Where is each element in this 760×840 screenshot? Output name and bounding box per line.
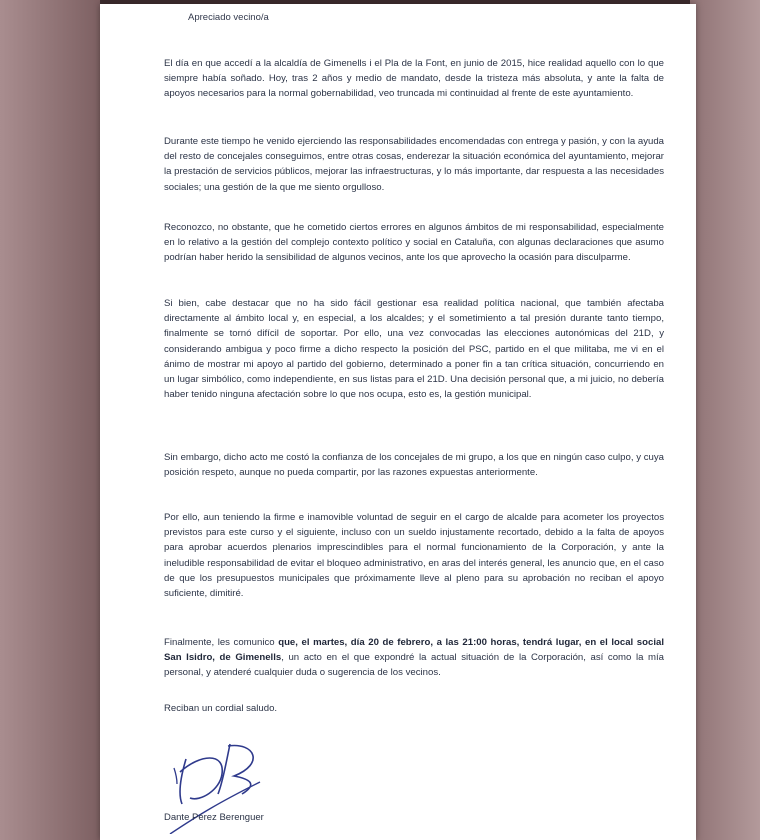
letter-greeting: Apreciado vecino/a [188, 12, 269, 23]
letter-paper [100, 4, 696, 840]
paragraph-1: El día en que accedí a la alcaldía de Gimenells i el Pla de la Font, en junio de 2015, hice realidad aquello con lo que siempre había soñado. Hoy, tras 2 años y medio de mandato, desde la tristeza más absoluta, y ante la falta de apoyos necesarios para la normal gobernabilidad, veo truncada mi continuidad al frente de este ayuntamiento. [164, 58, 664, 100]
final-text-start: Finalmente, les comunico [164, 637, 279, 648]
background-right [690, 0, 760, 840]
paragraph-2: Durante este tiempo he venido ejerciendo las responsabilidades encomendadas con entrega y pasión, y con la ayuda del resto de concejales conseguimos, entre otras cosas, enderezar la situación económica del ayuntamiento, mejorar la prestación de servicios públicos, mejorar las infraestructuras, y lo más importante, dar respuesta a las necesidades sociales; una gestión de la que me siento orgulloso. [164, 136, 664, 193]
signer-name: Dante Pérez Berenguer [164, 812, 264, 823]
closing-line: Reciban un cordial saludo. [164, 703, 278, 714]
background-left [0, 0, 100, 840]
paragraph-4: Si bien, cabe destacar que no ha sido fácil gestionar esa realidad política nacional, que también afectaba directamente al ámbito local y, en especial, a los alcaldes; y el sometimiento a tal presión durante tanto tiempo, finalmente se tornó difícil de soportar. Por ello, una vez convocadas las elecciones autonómicas del 21D, y considerando ambigua y poco firme a dicho respecto la posición del PSC, partido en el que militaba, me vi en el ánimo de mostrar mi apoyo al partido del gobierno, determinado a poner fin a tan crítica situación, concurriendo en un lugar simbólico, como independiente, en sus listas para el 21D. Una decisión personal que, a mi juicio, no debería haber tenido ninguna afectación sobre lo que nos ocupa, esto es, la gestión municipal. [164, 298, 664, 401]
final-text-end: , un acto en el que expondré la actual situación de la Corporación, así como la mía personal, y atenderé cualquier duda o sugerencia de los vecinos. [164, 652, 665, 679]
final-text-bold: que, el martes, día 20 de febrero, a las 21:00 horas, tendrá lugar, en el local social San Isidro, de Gimenells [164, 637, 664, 664]
paragraph-5: Sin embargo, dicho acto me costó la confianza de los concejales de mi grupo, a los que en ningún caso culpo, y cuya posición respeto, aunque no pueda compartir, por las razones expuestas anteriormente. [164, 452, 664, 479]
paragraph-3: Reconozco, no obstante, que he cometido ciertos errores en algunos ámbitos de mi responsabilidad, especialmente en lo relativo a la gestión del complejo contexto político y social en Cataluña, con algunas declaraciones que asumo podrían haber herido la sensibilidad de algunos vecinos, ante los que aprovecho la ocasión para disculparme. [164, 222, 664, 264]
paragraph-final [164, 635, 664, 681]
paragraph-6: Por ello, aun teniendo la firme e inamovible voluntad de seguir en el cargo de alcalde para acometer los proyectos previstos para este curso y el siguiente, incluso con un sueldo injustamente recortado, debido a la falta de apoyos para aprobar acuerdos plenarios imprescindibles para el normal funcionamiento de la Corporación, y ante la ineludible responsabilidad de evitar el bloqueo administrativo, en aras del interés general, les anuncio que, en el caso de que los presupuestos municipales que próximamente lleve al pleno para su aprobación no reciban el apoyo suficiente, dimitiré. [164, 512, 664, 600]
